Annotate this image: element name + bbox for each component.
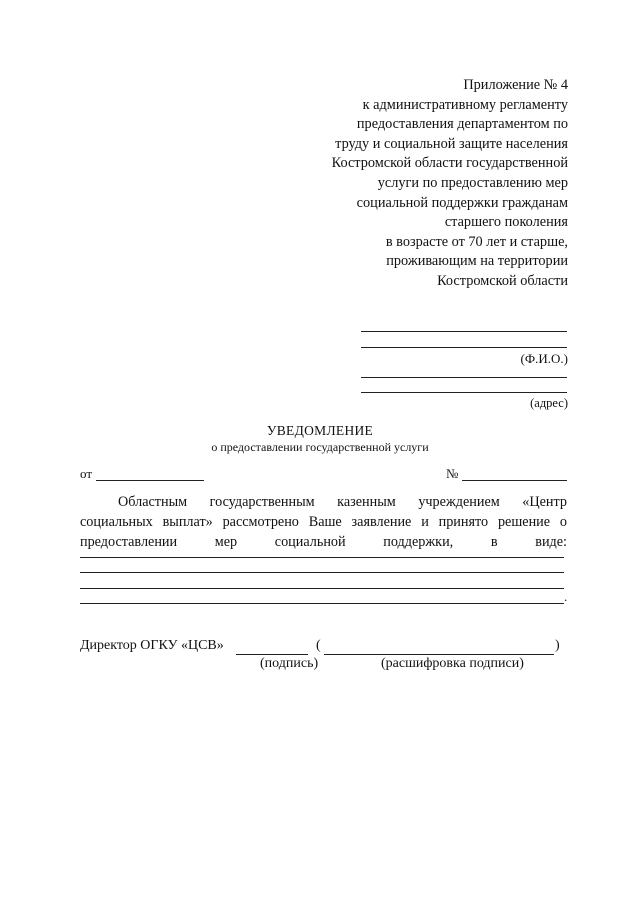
address-label: (адрес) [530, 396, 568, 410]
body-line-2 [80, 512, 567, 532]
decision-blank-line-3[interactable] [80, 588, 564, 589]
notice-subtitle: о предоставлении государственной услуги [211, 440, 429, 454]
body-text-2: социальных выплат» рассмотрено Ваше заявление и принято решение о [80, 514, 567, 530]
header-line: старшего поколения [444, 214, 568, 231]
body-text-1: Областным государственным казенным учреждением «Центр [118, 494, 567, 510]
header-line: труду и социальной защите населения [335, 135, 568, 152]
notice-title: УВЕДОМЛЕНИЕ [266, 423, 374, 438]
decision-blank-line-2[interactable] [80, 572, 564, 573]
open-paren: ( [316, 638, 321, 653]
director-label: Директор ОГКУ «ЦСВ» [80, 638, 224, 653]
fio-blank-line-2[interactable] [361, 347, 567, 348]
from-label: от [80, 466, 93, 481]
decision-blank-line-1[interactable] [80, 557, 564, 558]
decode-label: (расшифровка подписи) [381, 656, 524, 671]
fio-label: (Ф.И.О.) [520, 351, 568, 366]
header-line: услуги по предоставлению мер [377, 174, 568, 191]
address-blank-line-2[interactable] [361, 392, 567, 393]
header-line: в возрасте от 70 лет и старше, [385, 233, 568, 250]
close-paren: ) [555, 638, 560, 653]
decode-blank-line[interactable] [324, 654, 554, 655]
header-line: Приложение № 4 [463, 77, 568, 93]
fio-blank-line-1[interactable] [361, 331, 567, 332]
appendix-header [332, 76, 568, 292]
header-line: Костромской области государственной [331, 155, 568, 172]
address-blank-line-1[interactable] [361, 377, 567, 378]
date-blank-line[interactable] [96, 480, 204, 481]
number-blank-line[interactable] [462, 480, 567, 481]
number-label: № [446, 466, 459, 481]
body-line-3 [80, 532, 567, 552]
header-line: предоставления департаментом по [356, 116, 568, 133]
header-line: проживающим на территории [386, 253, 568, 270]
sign-label: (подпись) [260, 656, 319, 671]
decision-blank-line-4[interactable] [80, 603, 564, 604]
header-line: социальной поддержки гражданам [356, 194, 568, 211]
header-line: к административному регламенту [362, 96, 568, 113]
header-line: Костромской области [437, 272, 568, 289]
end-period: . [564, 589, 568, 604]
body-text-3: предоставлении мер социальной поддержки, в виде: [80, 534, 567, 550]
signature-blank-line[interactable] [236, 654, 308, 655]
body-line-1 [80, 492, 567, 512]
